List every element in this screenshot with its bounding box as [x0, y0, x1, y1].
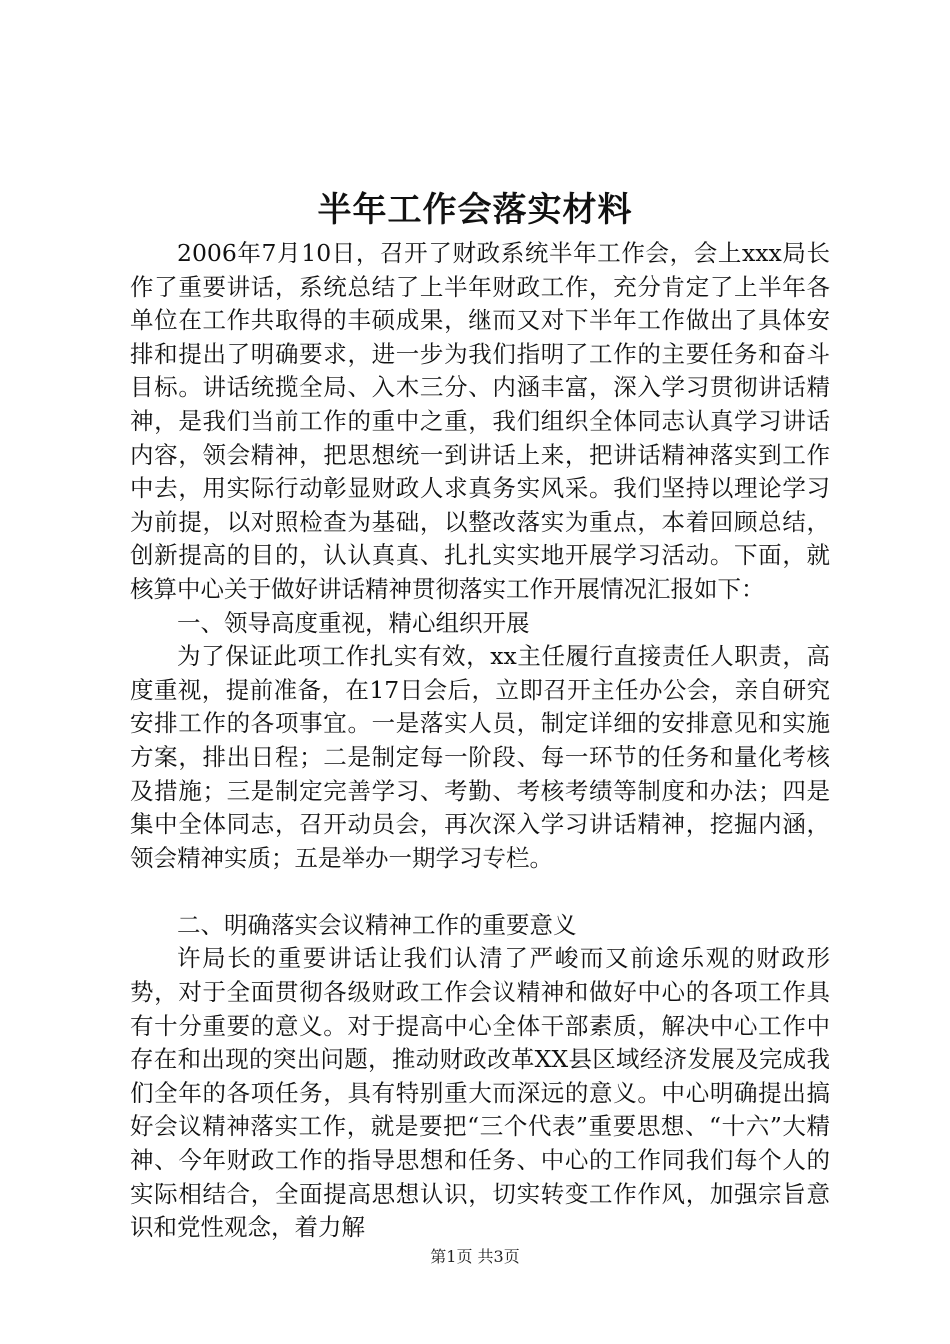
intro-paragraph: 2006年7月10日，召开了财政系统半年工作会，会上xxx局长作了重要讲话，系统总结了上半年财政工作，充分肯定了上半年各单位在工作共取得的丰硕成果，继而又对下半年工作做出了具体安排和提出了明确要求，进一步为我们指明了工作的主要任务和奋斗目标。讲话统揽全局、入木三分、内涵丰富，深入学习贯彻讲话精神，是我们当前工作的重中之重，我们组织全体同志认真学习讲话内容，领会精神，把思想统一到讲话上来，把讲话精神落实到工作中去，用实际行动彰显财政人求真务实风采。我们坚持以理论学习为前提，以对照检查为基础，以整改落实为重点，本着回顾总结，创新提高的目的，认认真真、扎扎实实地开展学习活动。下面，就核算中心关于做好讲话精神贯彻落实工作开展情况汇报如下：: [130, 239, 830, 603]
section-1-paragraph: 为了保证此项工作扎实有效，xx主任履行直接责任人职责，高度重视，提前准备，在17日会后，立即召开主任办公会，亲自研究安排工作的各项事宜。一是落实人员，制定详细的安排意见和实施方案，排出日程；二是制定每一阶段、每一环节的任务和量化考核及措施；三是制定完善学习、考勤、考核考绩等制度和办法；四是集中全体同志，召开动员会，再次深入学习讲话精神，挖掘内涵，领会精神实质；五是举办一期学习专栏。: [130, 642, 830, 872]
page-number: 第1页 共3页: [430, 1247, 520, 1266]
section-2-paragraph: 许局长的重要讲话让我们认清了严峻而又前途乐观的财政形势，对于全面贯彻各级财政工作会议精神和做好中心的各项工作具有十分重要的意义。对于提高中心全体干部素质，解决中心工作中存在和出现的突出问题，推动财政改革XX县区域经济发展及完成我们全年的各项任务，具有特别重大而深远的意义。中心明确提出搞好会议精神落实工作，就是要把“三个代表”重要思想、“十六”大精神、今年财政工作的指导思想和任务、中心的工作同我们每个人的实际相结合，全面提高思想认识，切实转变工作作风，加强宗旨意识和党性观念，着力解: [130, 944, 830, 1242]
document-title: 半年工作会落实材料: [317, 190, 633, 230]
section-heading-1: 一、领导高度重视，精心组织开展: [177, 608, 530, 637]
document-body: [130, 237, 830, 1245]
section-heading-2: 二、明确落实会议精神工作的重要意义: [177, 910, 577, 939]
